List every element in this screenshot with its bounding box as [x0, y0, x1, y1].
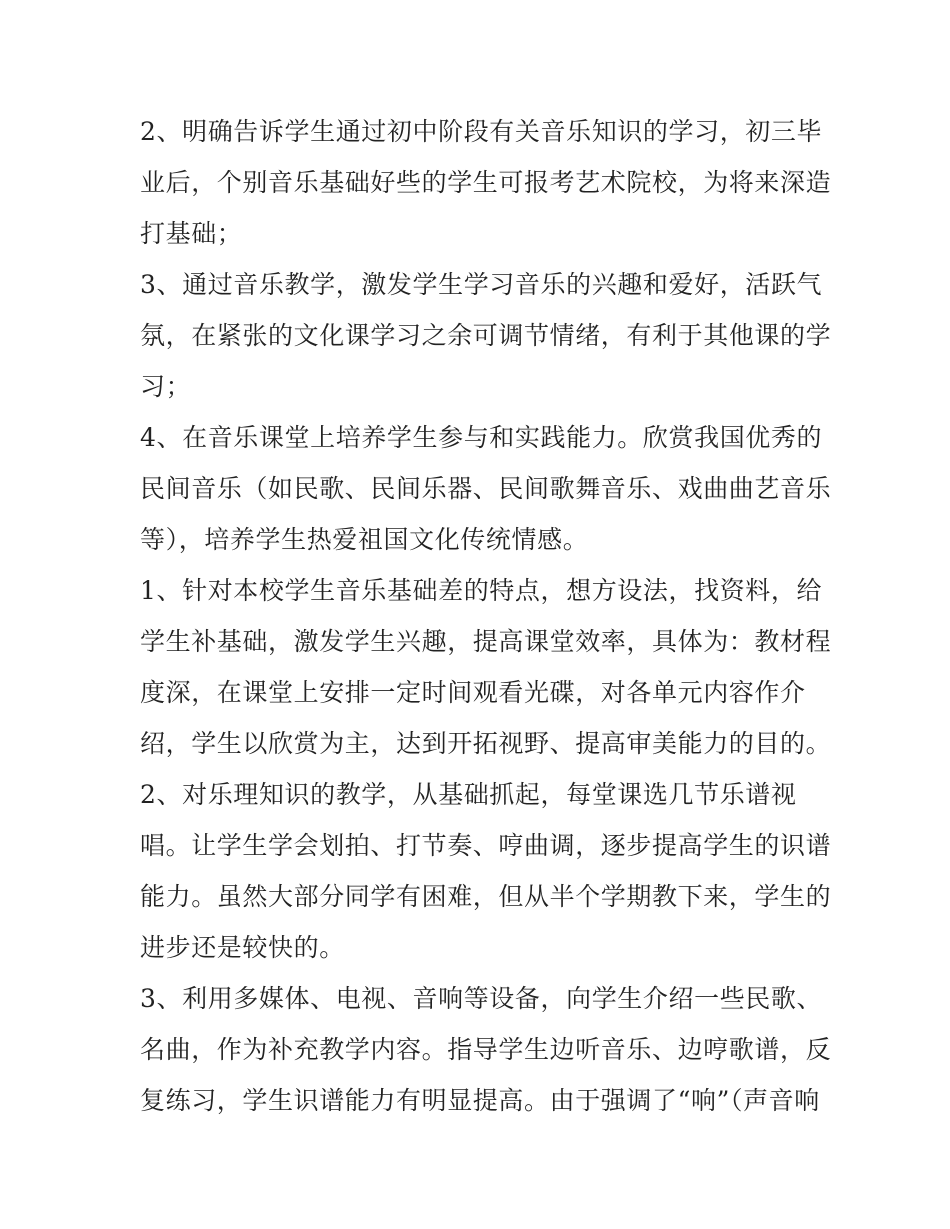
text-line: 唱。让学生学会划拍、打节奏、哼曲调，逐步提高学生的识谱 — [140, 831, 832, 860]
text-line: 1、针对本校学生音乐基础差的特点，想方设法，找资料，给 — [140, 576, 823, 605]
text-line: 名曲，作为补充教学内容。指导学生边听音乐、边哼歌谱，反 — [140, 1035, 832, 1064]
text-line: 学生补基础，激发学生兴趣，提高课堂效率，具体为：教材程 — [140, 627, 832, 656]
text-line: 氛，在紧张的文化课学习之余可调节情绪，有利于其他课的学 — [140, 321, 832, 350]
text-line: 能力。虽然大部分同学有困难，但从半个学期教下来，学生的 — [140, 882, 832, 911]
text-line: 2、对乐理知识的教学，从基础抓起，每堂课选几节乐谱视 — [140, 780, 797, 809]
text-line: 4、在音乐课堂上培养学生参与和实践能力。欣赏我国优秀的 — [140, 423, 823, 452]
text-line: 3、利用多媒体、电视、音响等设备，向学生介绍一些民歌、 — [140, 984, 823, 1013]
text-line: 复练习，学生识谱能力有明显提高。由于强调了“响”（声音响 — [140, 1086, 820, 1115]
text-line: 打基础； — [140, 219, 243, 248]
text-line: 绍，学生以欣赏为主，达到开拓视野、提高审美能力的目的。 — [140, 729, 832, 758]
text-line: 度深，在课堂上安排一定时间观看光碟，对各单元内容作介 — [140, 678, 806, 707]
text-line: 进步还是较快的。 — [140, 933, 345, 962]
text-line: 习； — [140, 372, 192, 401]
text-line: 3、通过音乐教学，激发学生学习音乐的兴趣和爱好，活跃气 — [140, 270, 823, 299]
text-line: 等），培养学生热爱祖国文化传统情感。 — [140, 525, 589, 554]
text-line: 业后，个别音乐基础好些的学生可报考艺术院校，为将来深造 — [140, 168, 832, 197]
text-line: 2、明确告诉学生通过初中阶段有关音乐知识的学习，初三毕 — [140, 117, 823, 146]
text-line: 民间音乐（如民歌、民间乐器、民间歌舞音乐、戏曲曲艺音乐 — [140, 474, 832, 503]
document-body — [140, 106, 830, 1126]
